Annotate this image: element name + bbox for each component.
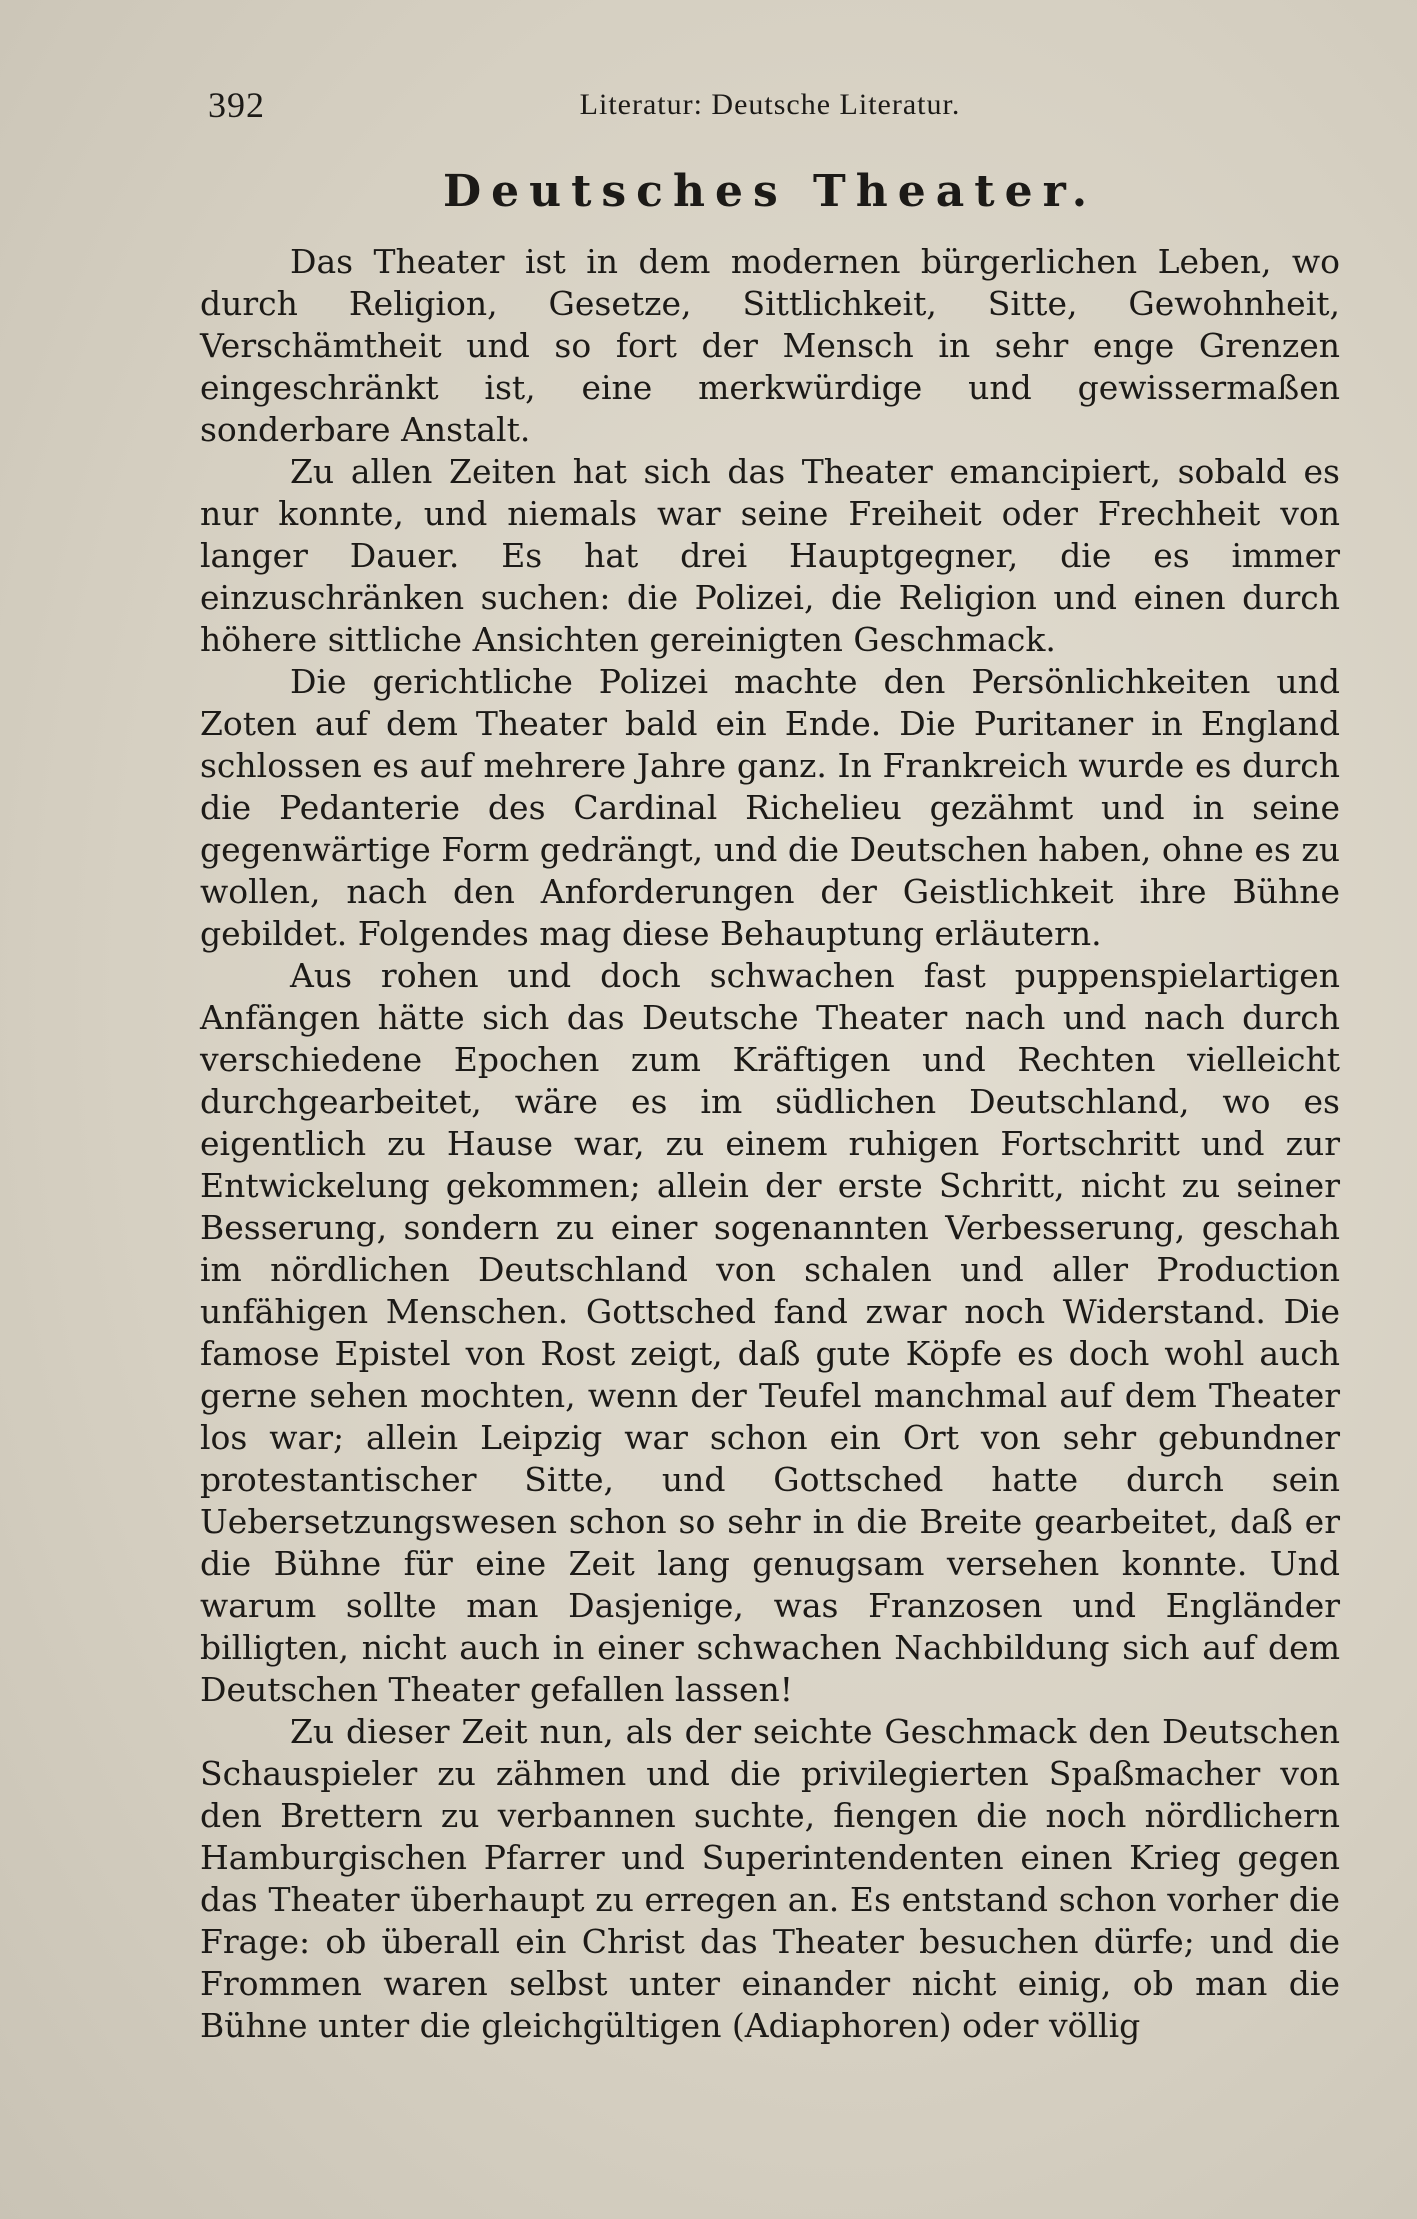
page-header	[200, 80, 1340, 136]
page-number: 392	[208, 85, 265, 125]
running-head: Literatur: Deutsche Literatur.	[579, 88, 961, 121]
body-text	[200, 241, 1340, 2047]
paragraph-4: Aus rohen und doch schwachen fast puppenspielartigen Anfängen hätte sich das Deutsche Theater nach und nach durch verschiedene Epochen zum Kräftigen und Rechten vielleicht durchgearbeitet, wäre es im südlichen Deutschland, wo es eigentlich zu Hause war, zu einem ruhigen Fortschritt und zur Entwickelung gekommen; allein der erste Schritt, nicht zu seiner Besserung, sondern zu einer sogenannten Verbesserung, geschah im nördlichen Deutschland von schalen und aller Production unfähigen Menschen. Gottsched fand zwar noch Widerstand. Die famose Epistel von Rost zeigt, daß gute Köpfe es doch wohl auch gerne sehen mochten, wenn der Teufel manchmal auf dem Theater los war; allein Leipzig war schon ein Ort von sehr gebundner protestantischer Sitte, und Gottsched hatte durch sein Uebersetzungswesen schon so sehr in die Breite gearbeitet, daß er die Bühne für eine Zeit lang genugsam versehen konnte. Und warum sollte man Dasjenige, was Franzosen und Engländer billigten, nicht auch in einer schwachen Nachbildung sich auf dem Deutschen Theater gefallen lassen!	[200, 956, 1340, 1709]
paragraph-2: Zu allen Zeiten hat sich das Theater emancipiert, sobald es nur konnte, und niemals war seine Freiheit oder Frechheit von langer Dauer. Es hat drei Hauptgegner, die es immer einzuschränken suchen: die Polizei, die Religion und einen durch höhere sittliche Ansichten gereinigten Geschmack.	[200, 452, 1340, 659]
paragraph-5: Zu dieser Zeit nun, als der seichte Geschmack den Deutschen Schauspieler zu zähmen und die privilegierten Spaßmacher von den Brettern zu verbannen suchte, fiengen die noch nördlichern Hamburgischen Pfarrer und Superintendenten einen Krieg gegen das Theater überhaupt zu erregen an. Es entstand schon vorher die Frage: ob überall ein Christ das Theater besuchen dürfe; und die Frommen waren selbst unter einander nicht einig, ob man die Bühne unter die gleichgültigen (Adiaphoren) oder völlig	[200, 1712, 1340, 2045]
paragraph-3: Die gerichtliche Polizei machte den Persönlichkeiten und Zoten auf dem Theater bald ein Ende. Die Puritaner in England schlossen es auf mehrere Jahre ganz. In Frankreich wurde es durch die Pedanterie des Cardinal Richelieu gezähmt und in seine gegenwärtige Form gedrängt, und die Deutschen haben, ohne es zu wollen, nach den Anforderungen der Geistlichkeit ihre Bühne gebildet. Folgendes mag diese Behauptung erläutern.	[200, 662, 1340, 953]
section-title: Deutsches Theater.	[442, 166, 1098, 217]
book-page	[200, 80, 1340, 2180]
paragraph-1: Das Theater ist in dem modernen bürgerlichen Leben, wo durch Religion, Gesetze, Sittlichkeit, Sitte, Gewohnheit, Verschämtheit und so fort der Mensch in sehr enge Grenzen eingeschränkt ist, eine merkwürdige und gewissermaßen sonderbare Anstalt.	[200, 242, 1340, 449]
